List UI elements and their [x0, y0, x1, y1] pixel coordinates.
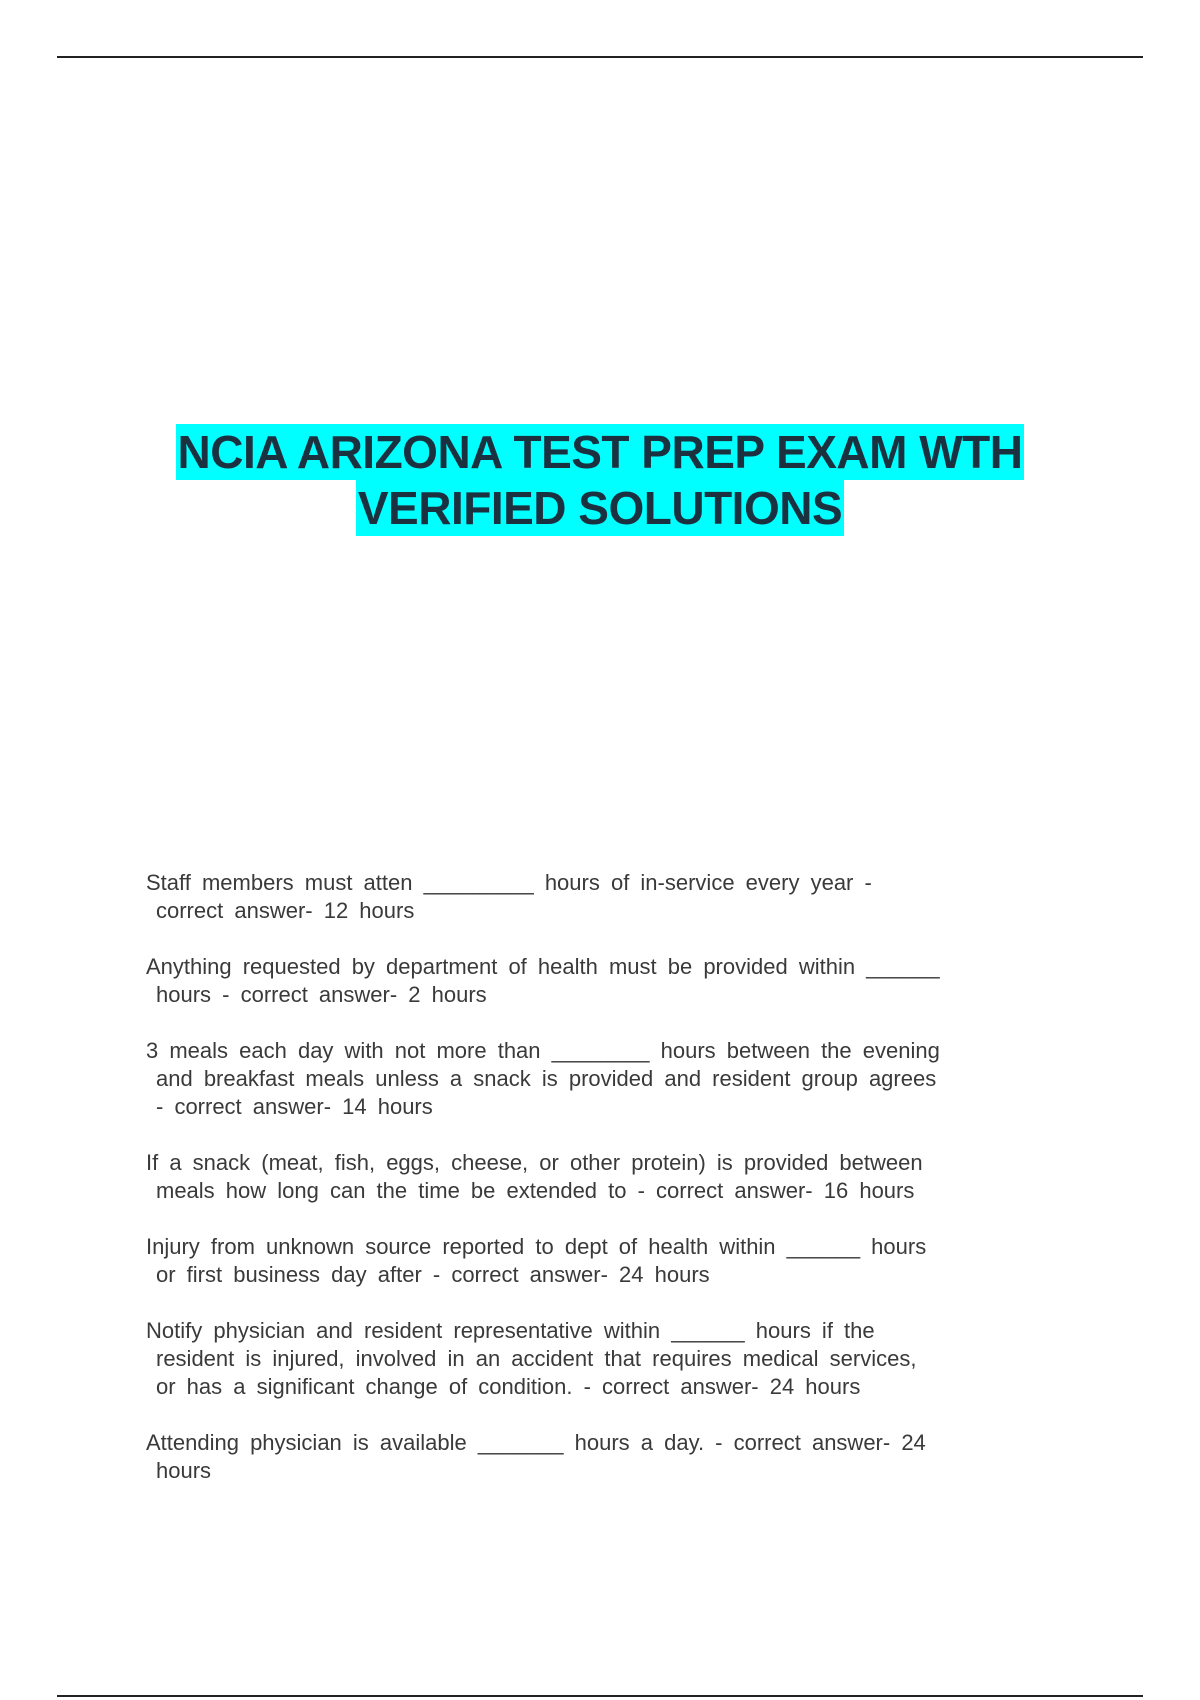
question-list: [146, 869, 1056, 1513]
question-text-continued: - correct answer- 14 hours: [156, 1094, 433, 1119]
bottom-rule: [57, 1695, 1143, 1697]
question-item-2: [146, 953, 1056, 1009]
question-text-continued: or has a significant change of condition. - correct answer- 24 hours: [156, 1374, 861, 1399]
question-text-continued: resident is injured, involved in an accident that requires medical services,: [156, 1346, 917, 1371]
question-text: If a snack (meat, fish, eggs, cheese, or other protein) is provided between: [146, 1150, 923, 1175]
question-item-3: [146, 1037, 1056, 1121]
question-text-continued: or first business day after - correct answer- 24 hours: [156, 1262, 710, 1287]
question-item-1: [146, 869, 1056, 925]
question-text-continued: meals how long can the time be extended to - correct answer- 16 hours: [156, 1178, 915, 1203]
question-item-5: [146, 1233, 1056, 1289]
question-text-continued: correct answer- 12 hours: [156, 898, 415, 923]
question-text: Notify physician and resident representative within ______ hours if the: [146, 1318, 875, 1343]
title-line-2: VERIFIED SOLUTIONS: [357, 482, 843, 534]
question-item-6: [146, 1317, 1056, 1401]
top-rule: [57, 56, 1143, 58]
question-text: Staff members must atten _________ hours of in-service every year -: [146, 870, 872, 895]
question-text: Attending physician is available _______ hours a day. - correct answer- 24: [146, 1430, 926, 1455]
question-text: Anything requested by department of health must be provided within ______: [146, 954, 940, 979]
question-text-continued: hours: [156, 1458, 212, 1483]
question-text: 3 meals each day with not more than ________ hours between the evening: [146, 1038, 940, 1063]
question-text: Injury from unknown source reported to dept of health within ______ hours: [146, 1234, 927, 1259]
question-item-7: [146, 1429, 1056, 1485]
title-line-1: NCIA ARIZONA TEST PREP EXAM WTH: [177, 426, 1023, 478]
question-item-4: [146, 1149, 1056, 1205]
question-text-continued: and breakfast meals unless a snack is provided and resident group agrees: [156, 1066, 937, 1091]
document-title: [0, 424, 1200, 536]
question-text-continued: hours - correct answer- 2 hours: [156, 982, 487, 1007]
